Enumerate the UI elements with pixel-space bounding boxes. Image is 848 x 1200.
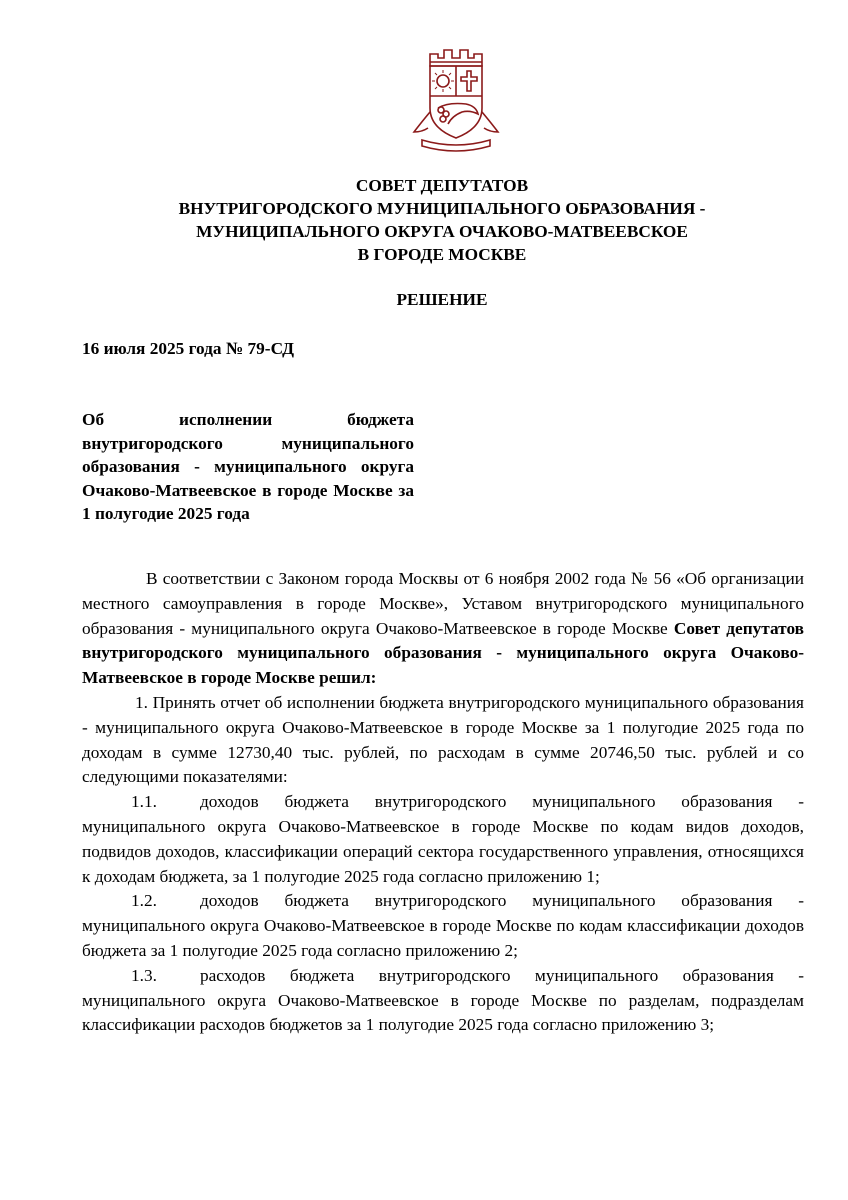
header-line: В ГОРОДЕ МОСКВЕ	[357, 245, 527, 264]
subitem-number: 1.2.	[131, 891, 157, 911]
council-header	[82, 174, 802, 266]
header-line: СОВЕТ ДЕПУТАТОВ	[355, 176, 529, 195]
decision-title: РЕШЕНИЕ	[396, 290, 488, 309]
decision-subject: Об исполнении бюджета внутригородского муниципального образования - муниципального округа Очаково-Матвеевское в городе Москве за 1 полугодие 2025 года	[82, 410, 414, 523]
intro-resolution: Совет депутатов внутригородского муниципального образования - муниципального округа Очаково-Матвеевское в городе Москве решил:	[82, 618, 804, 688]
subitem-1-3	[82, 964, 804, 1038]
header-line: ВНУТРИГОРОДСКОГО МУНИЦИПАЛЬНОГО ОБРАЗОВАНИЯ -	[178, 199, 706, 218]
subitem-text: доходов бюджета внутригородского муниципального образования - муниципального округа Очаково-Матвеевское в городе Москве по кодам видов доходов, подвидов доходов, классификации операций сектора государственного управления, относящихся к доходам бюджета, за 1 полугодие 2025 года согласно приложению 1;	[82, 792, 804, 886]
decision-body	[82, 567, 804, 1038]
intro-text: В соответствии с Законом города Москвы от 6 ноября 2002 года № 56 «Об организации местного самоуправления в городе Москве», Уставом внутригородского муниципального образования - муниципального округа Очаково-Матвеевское в городе Москве	[82, 569, 804, 638]
header-line: МУНИЦИПАЛЬНОГО ОКРУГА ОЧАКОВО-МАТВЕЕВСКОЕ	[196, 222, 688, 241]
item-1-paragraph: 1. Принять отчет об исполнении бюджета внутригородского муниципального образования - муниципального округа Очаково-Матвеевское в городе Москве за 1 полугодие 2025 года по доходам в сумме 12730,40 тыс. рублей, по расходам в сумме 20746,50 тыс. рублей и со следующими показателями:	[82, 692, 804, 787]
subitem-number: 1.3.	[131, 965, 157, 985]
subitem-1-1	[82, 790, 804, 889]
subitem-text: расходов бюджета внутригородского муниципального образования - муниципального округа Очаково-Матвеевское в городе Москве по разделам, подразделам классификации расходов бюджетов за 1 полугодие 2025 года согласно приложению 3;	[82, 965, 804, 1035]
coat-of-arms-emblem	[408, 46, 504, 154]
intro-paragraph	[82, 567, 804, 691]
subitem-text: доходов бюджета внутригородского муниципального образования - муниципального округа Очаково-Матвеевское в городе Москве по кодам классификации доходов бюджета за 1 полугодие 2025 года согласно приложению 2;	[82, 891, 804, 960]
subitem-1-2	[82, 889, 804, 963]
decision-date-number: 16 июля 2025 года № 79-СД	[82, 339, 295, 358]
subitem-number: 1.1.	[131, 792, 157, 812]
